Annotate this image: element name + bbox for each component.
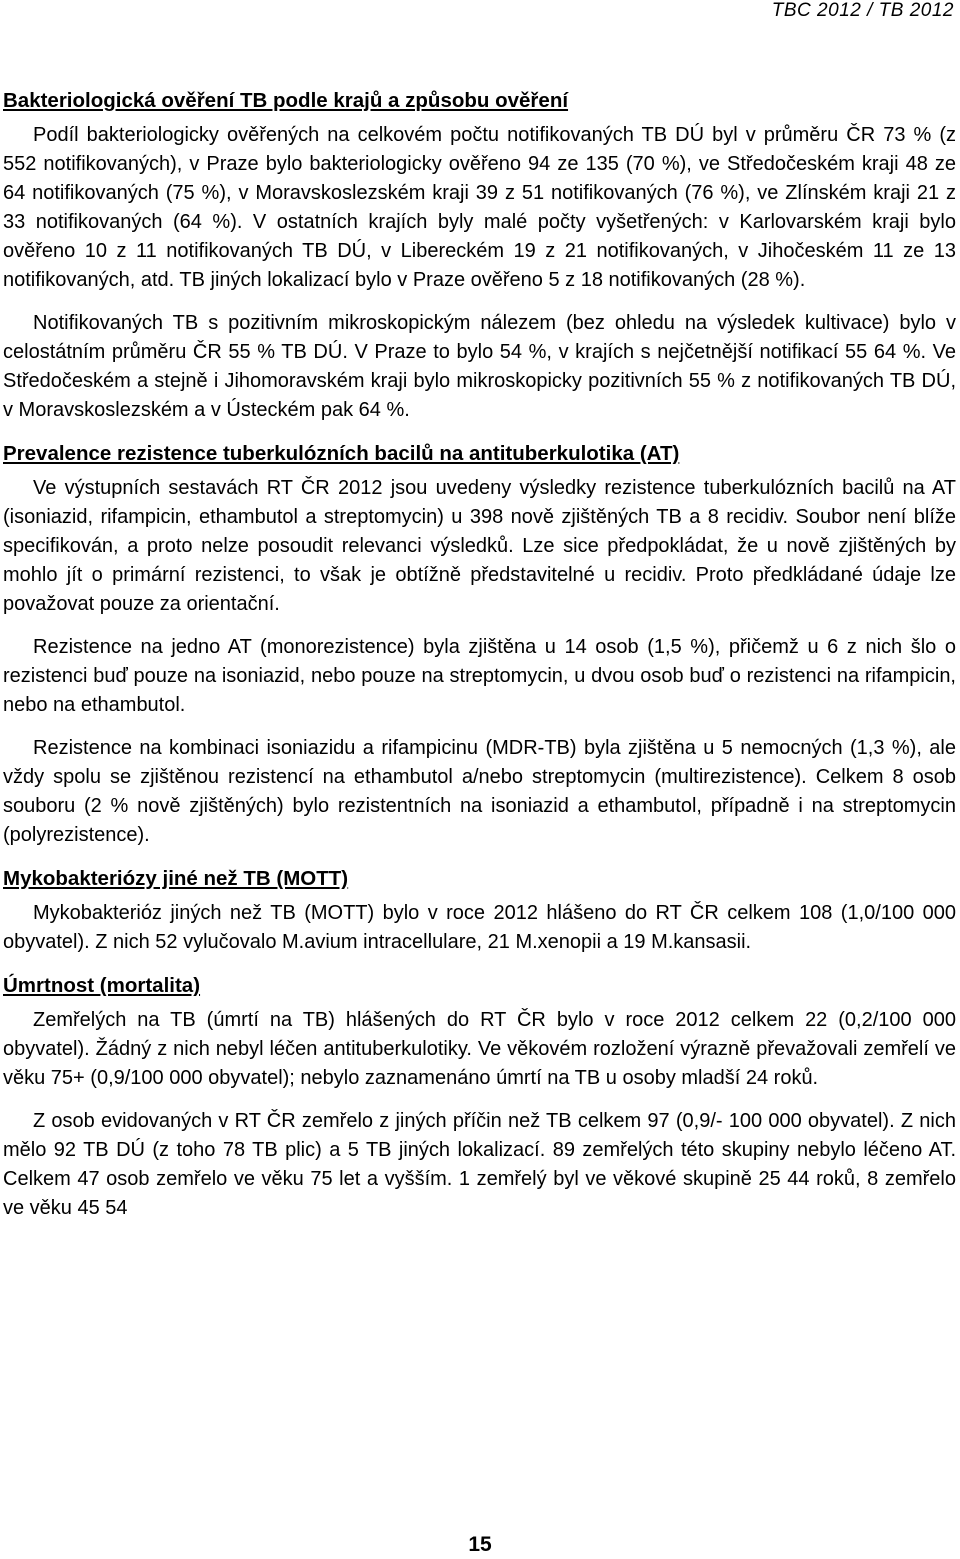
section-mortality xyxy=(3,971,956,1223)
running-header: TBC 2012 / TB 2012 xyxy=(771,0,954,21)
paragraph: Ve výstupních sestavách RT ČR 2012 jsou uvedeny výsledky rezistence tuberkulózních bacilů na AT (isoniazid, rifampicin, ethambutol a streptomycin) u 398 nově zjištěných TB a 8 recidiv. Soubor není blíže specifikován, a proto nelze posoudit relevanci výsledků. Lze sice předpokládat, že u nově zjištěných by mohlo jít o primární rezistenci, to však je obtížně představitelné u recidiv. Proto předkládané údaje lze považovat pouze za orientační. xyxy=(3,477,956,615)
section-mott xyxy=(3,864,956,957)
section-bacteriological xyxy=(3,86,956,425)
section-heading: Úmrtnost (mortalita) xyxy=(3,974,201,997)
section-resistance xyxy=(3,439,956,850)
document-body xyxy=(3,86,956,1237)
paragraph: Notifikovaných TB s pozitivním mikroskopickým nálezem (bez ohledu na výsledek kultivace) bylo v celostátním průměru ČR 55 % TB DÚ. V Praze to bylo 54 %, v krajích s nejčetnější notifikací 55 64 %. Ve Středočeském a stejně i Jihomoravském kraji bylo mikroskopicky pozitivních 55 % z notifikovaných TB DÚ, v Moravskoslezském a v Ústeckém pak 64 %. xyxy=(3,312,956,421)
paragraph: Z osob evidovaných v RT ČR zemřelo z jiných příčin než TB celkem 97 (0,9/- 100 000 obyvatel). Z nich mělo 92 TB DÚ (z toho 78 TB plic) a 5 TB jiných lokalizací. 89 zemřelých této skupiny nebylo léčeno AT. Celkem 47 osob zemřelo ve věku 75 let a vyšším. 1 zemřelý byl ve věkové skupině 25 44 roků, 8 zemřelo ve věku 45 54 xyxy=(3,1110,956,1219)
paragraph: Rezistence na kombinaci isoniazidu a rifampicinu (MDR-TB) byla zjištěna u 5 nemocných (1,3 %), ale vždy spolu se zjištěnou rezistencí na ethambutol a/nebo streptomycin (multirezistence). Celkem 8 osob souboru (2 % nově zjištěných) bylo rezistentních na isoniazid a ethambutol, případně i na streptomycin (polyrezistence). xyxy=(3,737,956,846)
paragraph: Zemřelých na TB (úmrtí na TB) hlášených do RT ČR bylo v roce 2012 celkem 22 (0,2/100 000 obyvatel). Žádný z nich nebyl léčen antituberkulotiky. Ve věkovém rozložení výrazně převažovali zemřelí ve věku 75+ (0,9/100 000 obyvatel); nebylo zaznamenáno úmrtí na TB u osoby mladší 24 roků. xyxy=(3,1009,956,1089)
section-heading: Mykobakteriózy jiné než TB (MOTT) xyxy=(3,867,349,890)
section-heading: Bakteriologická ověření TB podle krajů a způsobu ověření xyxy=(3,89,569,112)
page-number: 15 xyxy=(468,1533,492,1556)
section-heading: Prevalence rezistence tuberkulózních bacilů na antituberkulotika (AT) xyxy=(3,442,680,465)
paragraph: Mykobakterióz jiných než TB (MOTT) bylo v roce 2012 hlášeno do RT ČR celkem 108 (1,0/100 000 obyvatel). Z nich 52 vylučovalo M.avium intracellulare, 21 M.xenopii a 19 M.kansasii. xyxy=(3,902,956,953)
paragraph: Podíl bakteriologicky ověřených na celkovém počtu notifikovaných TB DÚ byl v průměru ČR 73 % (z 552 notifikovaných), v Praze bylo bakteriologicky ověřeno 94 ze 135 (70 %), ve Středočeském kraji 48 ze 64 notifikovaných (75 %), v Moravskoslezském kraji 39 z 51 notifikovaných (76 %), ve Zlínském kraji 21 z 33 notifikovaných (64 %). V ostatních krajích byly malé počty vyšetřených: v Karlovarském kraji bylo ověřeno 10 z 11 notifikovaných TB DÚ, v Libereckém 19 z 21 notifikovaných, v Jihočeském 11 ze 13 notifikovaných, atd. TB jiných lokalizací bylo v Praze ověřeno 5 z 18 notifikovaných (28 %). xyxy=(3,124,956,291)
paragraph: Rezistence na jedno AT (monorezistence) byla zjištěna u 14 osob (1,5 %), přičemž u 6 z nich šlo o rezistenci buď pouze na isoniazid, nebo pouze na streptomycin, u dvou osob buď o rezistenci na rifampicin, nebo na ethambutol. xyxy=(3,636,956,716)
